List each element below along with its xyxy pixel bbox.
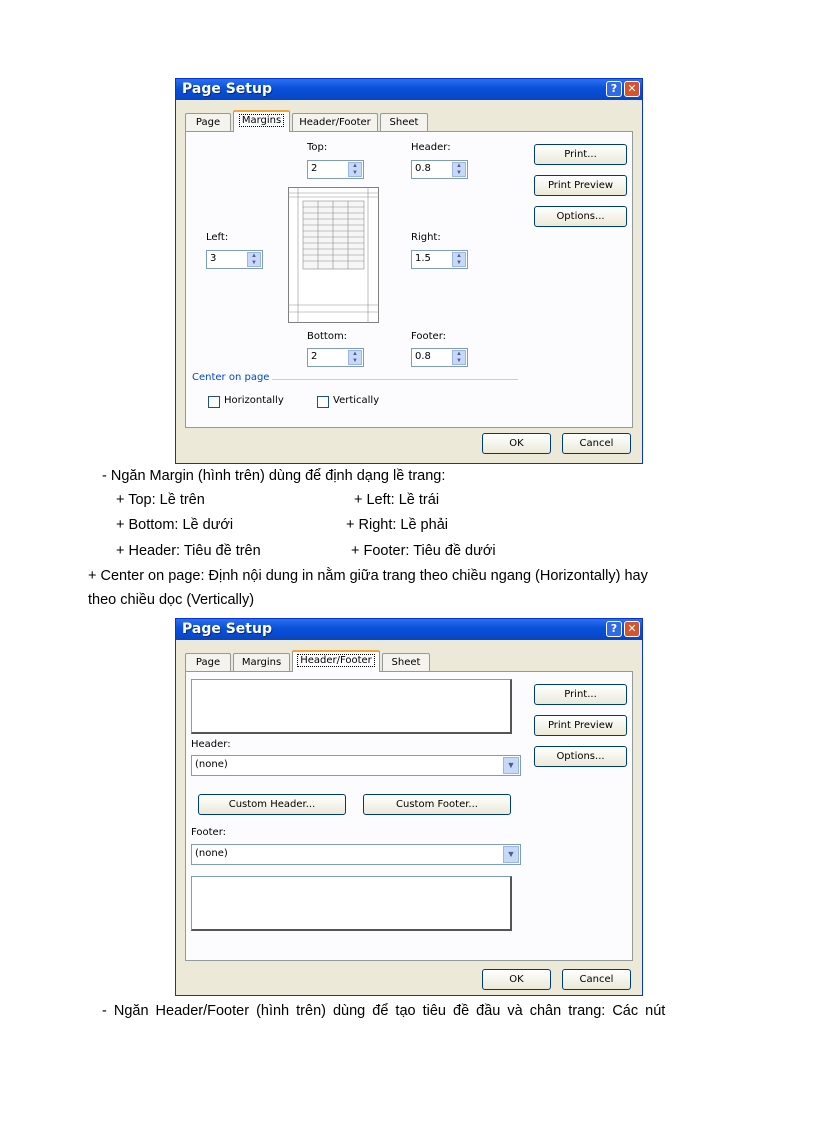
tab-page[interactable]: Page [185,113,231,131]
chevron-down-icon[interactable]: ▼ [503,757,519,774]
right-spinner[interactable]: 1.5 ▲ ▼ [411,250,468,269]
left-label: Left: [206,232,229,243]
left-spinner[interactable]: 3 ▲ ▼ [206,250,263,269]
tab-header-footer[interactable]: Header/Footer [292,650,380,672]
horizontally-label: Horizontally [224,395,284,406]
close-icon[interactable]: ✕ [624,621,640,637]
spinner-arrows-icon[interactable]: ▲ ▼ [452,162,466,177]
page-setup-dialog-margins [175,78,643,464]
title-bar [176,619,642,640]
title-bar [176,79,642,100]
bottom-label: Bottom: [307,331,348,342]
top-spinner[interactable]: 2 ▲ ▼ [307,160,364,179]
footer-description: + Footer: Tiêu đề dưới [351,543,496,559]
horizontally-checkbox[interactable] [208,396,220,408]
tab-header-footer[interactable]: Header/Footer [292,113,378,131]
spinner-arrows-icon[interactable]: ▲ ▼ [452,350,466,365]
ok-button[interactable]: OK [482,969,551,990]
header-footer-description: - Ngăn Header/Footer (hình trên) dùng để tạo tiêu đề đầu và chân trang: Các nút [102,1003,666,1019]
header-preview-box [191,679,512,734]
bottom-spinner[interactable]: 2 ▲ ▼ [307,348,364,367]
right-label: Right: [411,232,441,243]
page-preview-graphic [288,187,379,323]
header-footer-panel [185,671,633,961]
tab-margins[interactable]: Margins [233,653,290,671]
bottom-description: + Bottom: Lề dưới [116,517,234,533]
margins-panel [185,131,633,428]
vertically-label: Vertically [333,395,380,406]
center-description-line2: theo chiều dọc (Vertically) [88,592,255,608]
header-description: + Header: Tiêu đề trên [116,543,261,559]
center-on-page-label: Center on page [192,372,270,383]
spinner-arrows-icon[interactable]: ▲ ▼ [247,252,261,267]
footer-spinner[interactable]: 0.8 ▲ ▼ [411,348,468,367]
options-button[interactable]: Options... [534,746,627,767]
left-description: + Left: Lề trái [354,492,440,508]
ok-button[interactable]: OK [482,433,551,454]
center-description-line1: + Center on page: Định nội dung in nằm giữa trang theo chiều ngang (Horizontally) hay [88,568,648,584]
footer-dropdown[interactable]: (none) ▼ [191,844,521,865]
tab-page[interactable]: Page [185,653,231,671]
margin-tab-description: - Ngăn Margin (hình trên) dùng để định dạng lề trang: [102,468,446,484]
tab-sheet[interactable]: Sheet [382,653,430,671]
tab-margins[interactable]: Margins [233,110,290,132]
options-button[interactable]: Options... [534,206,627,227]
footer-label: Footer: [191,827,227,838]
spinner-arrows-icon[interactable]: ▲ ▼ [348,350,362,365]
vertically-checkbox[interactable] [317,396,329,408]
top-label: Top: [307,142,328,153]
cancel-button[interactable]: Cancel [562,433,631,454]
group-divider [272,379,518,380]
footer-preview-box [191,876,512,931]
custom-footer-button[interactable]: Custom Footer... [363,794,511,815]
print-button[interactable]: Print... [534,144,627,165]
spinner-arrows-icon[interactable]: ▲ ▼ [348,162,362,177]
print-preview-button[interactable]: Print Preview [534,175,627,196]
dialog-title: Page Setup [182,81,272,97]
help-icon[interactable]: ? [606,621,622,637]
footer-label: Footer: [411,331,447,342]
right-description: + Right: Lề phải [346,517,448,533]
header-label: Header: [191,739,231,750]
top-description: + Top: Lề trên [116,492,205,508]
dialog-title: Page Setup [182,621,272,637]
spinner-arrows-icon[interactable]: ▲ ▼ [452,252,466,267]
tab-sheet[interactable]: Sheet [380,113,428,131]
help-icon[interactable]: ? [606,81,622,97]
header-spinner[interactable]: 0.8 ▲ ▼ [411,160,468,179]
print-preview-button[interactable]: Print Preview [534,715,627,736]
page-setup-dialog-header-footer [175,618,643,996]
header-label: Header: [411,142,451,153]
close-icon[interactable]: ✕ [624,81,640,97]
cancel-button[interactable]: Cancel [562,969,631,990]
header-dropdown[interactable]: (none) ▼ [191,755,521,776]
print-button[interactable]: Print... [534,684,627,705]
custom-header-button[interactable]: Custom Header... [198,794,346,815]
chevron-down-icon[interactable]: ▼ [503,846,519,863]
